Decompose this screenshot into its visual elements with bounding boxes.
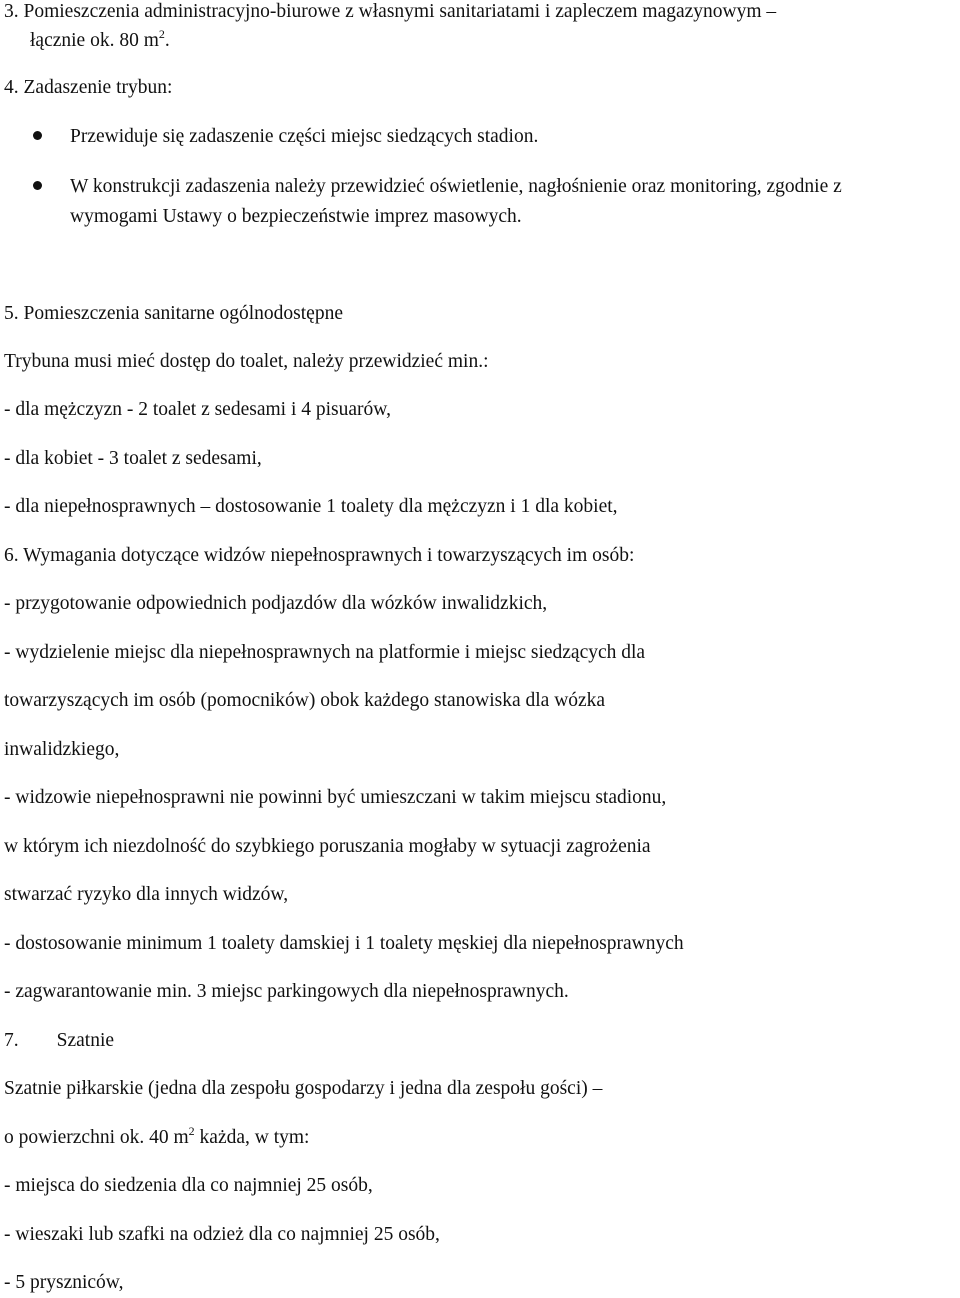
item4-bullet2-line2: wymogami Ustawy o bezpieczeństwie imprez masowych.: [70, 206, 522, 227]
item7-superscript: 2: [188, 1124, 195, 1138]
item4-bullet1: Przewiduje się zadaszenie części miejsc siedzących stadion.: [70, 126, 539, 147]
item7-line: - 5 pryszniców,: [4, 1272, 124, 1293]
item6-line: w którym ich niezdolność do szybkiego poruszania mogłaby w sytuacji zagrożenia: [4, 836, 651, 857]
item5-line: - dla niepełnosprawnych – dostosowanie 1 toalety dla mężczyzn i 1 dla kobiet,: [4, 496, 618, 517]
item6-line: - widzowie niepełnosprawni nie powinni być umieszczani w takim miejscu stadionu,: [4, 787, 667, 808]
item3-line2-end: .: [164, 30, 170, 51]
item7-title: Szatnie: [56, 1030, 115, 1051]
item5-intro: Trybuna musi mieć dostęp do toalet, należy przewidzieć min.:: [4, 351, 489, 372]
item3-superscript: 2: [158, 27, 165, 41]
item6-heading: 6. Wymagania dotyczące widzów niepełnosprawnych i towarzyszących im osób:: [4, 545, 635, 566]
item6-line: - dostosowanie minimum 1 toalety damskiej i 1 toalety męskiej dla niepełnosprawnych: [4, 933, 684, 954]
item5-heading: 5. Pomieszczenia sanitarne ogólnodostępne: [4, 303, 343, 324]
item3-line2-text: łącznie ok. 80 m: [30, 30, 159, 51]
item7-line2-end: każda, w tym:: [194, 1127, 310, 1148]
bullet-icon: [33, 131, 42, 140]
item6-line: towarzyszących im osób (pomocników) obok każdego stanowiska dla wózka: [4, 690, 606, 711]
item7-heading: [4, 1029, 114, 1053]
item6-line: inwalidzkiego,: [4, 739, 120, 760]
item4-heading: 4. Zadaszenie trybun:: [4, 77, 173, 98]
item7-line2-text: o powierzchni ok. 40 m: [4, 1127, 189, 1148]
item7-line: - wieszaki lub szafki na odzież dla co najmniej 25 osób,: [4, 1224, 440, 1245]
item7-line: - miejsca do siedzenia dla co najmniej 25 osób,: [4, 1175, 373, 1196]
item3-line2: [30, 29, 170, 53]
item7-number: 7.: [4, 1030, 19, 1051]
item4-bullet2-line1: W konstrukcji zadaszenia należy przewidzieć oświetlenie, nagłośnienie oraz monitoring, zgodnie z: [70, 176, 842, 197]
item7-line1: Szatnie piłkarskie (jedna dla zespołu gospodarzy i jedna dla zespołu gości) –: [4, 1078, 603, 1099]
item6-line: - zagwarantowanie min. 3 miejsc parkingowych dla niepełnosprawnych.: [4, 981, 569, 1002]
item6-line: stwarzać ryzyko dla innych widzów,: [4, 884, 289, 905]
bullet-icon: [33, 181, 42, 190]
item5-line: - dla mężczyzn - 2 toalet z sedesami i 4 pisuarów,: [4, 399, 391, 420]
item6-line: - wydzielenie miejsc dla niepełnosprawnych na platformie i miejsc siedzących dla: [4, 642, 646, 663]
item6-line: - przygotowanie odpowiednich podjazdów dla wózków inwalidzkich,: [4, 593, 548, 614]
item3-line1: 3. Pomieszczenia administracyjno-biurowe z własnymi sanitariatami i zapleczem magazynowym –: [4, 1, 777, 22]
item5-line: - dla kobiet - 3 toalet z sedesami,: [4, 448, 262, 469]
item7-line2: [4, 1126, 309, 1150]
